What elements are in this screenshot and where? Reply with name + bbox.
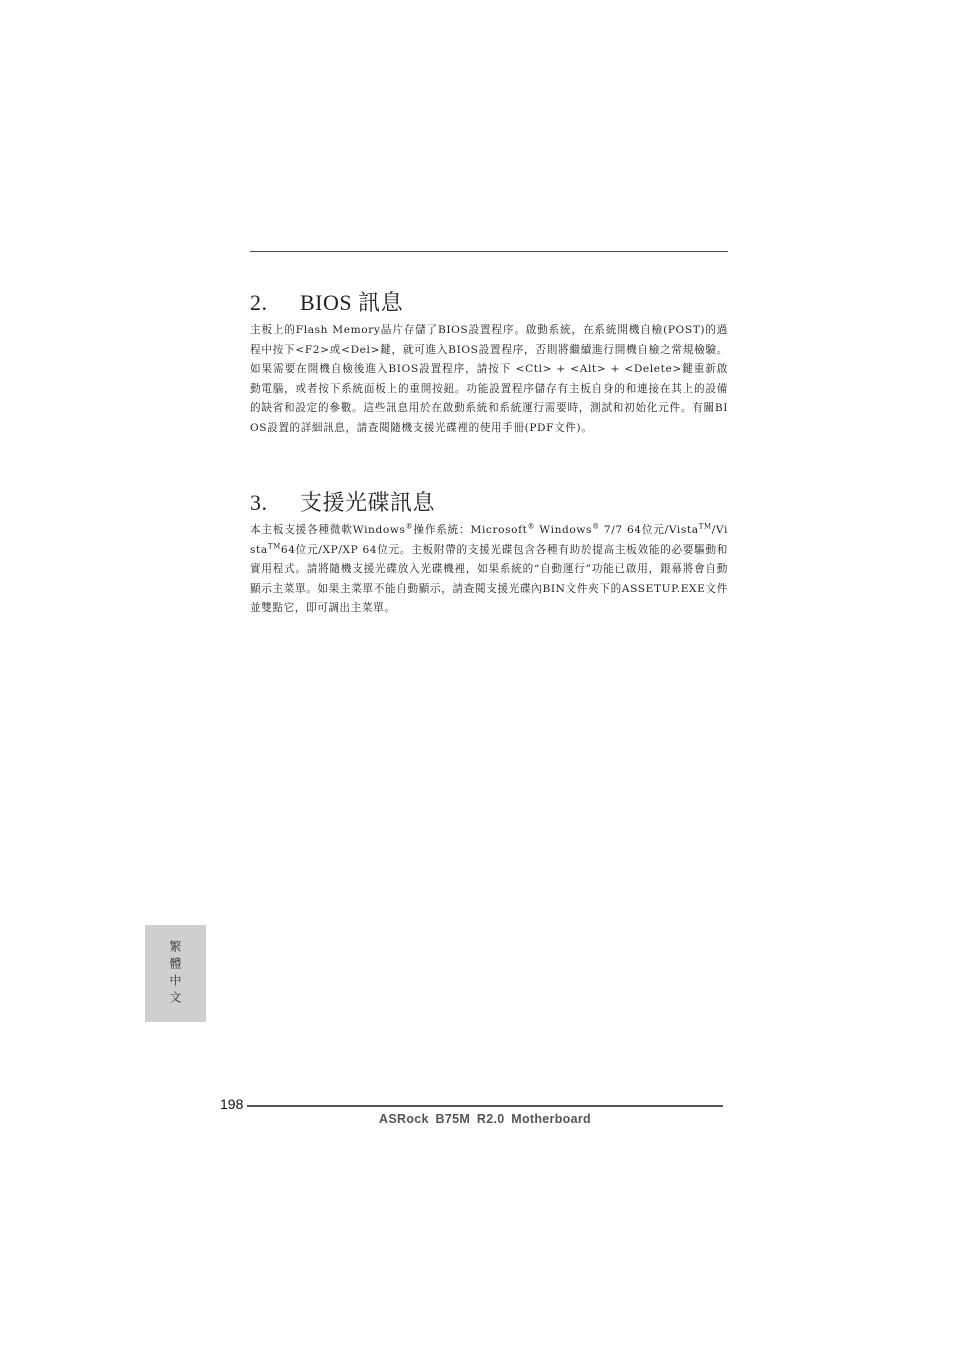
page-number: 198 xyxy=(220,1096,244,1112)
section-number: 2. xyxy=(250,290,268,315)
text-run: 64位元/XP/XP 64位元。主板附帶的支援光碟包含各種有助於提高主板效能的必要驅動和實用程式。請將隨機支援光碟放入光碟機裡，如果系統的“自動運行”功能已啟用，銀幕將會自動顯示主菜單。如果主菜單不能自動顯示，請查閱支援光碟內BIN文件夾下的ASSETUP.EXE文件並雙點它，即可調出主菜單。 xyxy=(250,543,728,614)
text-run: 本主板支援各種微軟Windows xyxy=(250,524,406,536)
section-heading-support-cd xyxy=(250,486,435,517)
footer-divider xyxy=(247,1105,723,1107)
section-number: 3. xyxy=(250,490,268,515)
trademark-mark: TM xyxy=(267,541,281,550)
bios-paragraph: 主板上的Flash Memory晶片存儲了BIOS設置程序。啟動系統，在系統開機自檢(POST)的過程中按下<F2>或<Del>鍵，就可進入BIOS設置程序，否則將繼續進行開機自檢之常規檢驗。如果需要在開機自檢後進入BIOS設置程序，請按下 <Ctl> + <Alt> + <Delete>鍵重新啟動電腦，或者按下系統面板上的重開按鈕。功能設置程序儲存有主板自身的和連接在其上的設備的缺省和設定的參數。這些訊息用於在啟動系統和系統運行需要時，測試和初始化元件。有關BIOS設置的詳細訊息，請查閱隨機支援光碟裡的使用手冊(PDF文件)。 xyxy=(250,324,728,434)
language-label: 繁體中文 xyxy=(168,939,182,1008)
section-title: BIOS 訊息 xyxy=(300,290,404,315)
registered-mark: ® xyxy=(592,522,600,531)
trademark-mark: TM xyxy=(698,522,712,531)
language-side-tab xyxy=(145,925,206,1022)
section-heading-bios xyxy=(250,286,403,317)
text-run: Windows xyxy=(535,524,593,536)
registered-mark: ® xyxy=(527,522,536,531)
text-run: 操作系統：Microsoft xyxy=(413,524,528,536)
footer-product-title: ASRock B75M R2.0 Motherboard xyxy=(379,1112,591,1126)
header-divider xyxy=(250,251,728,252)
section-title: 支援光碟訊息 xyxy=(300,490,436,515)
text-run: /Vista xyxy=(250,524,728,556)
registered-mark: ® xyxy=(405,522,414,531)
support-cd-paragraph xyxy=(250,521,728,619)
text-run: 7/7 64位元/Vista xyxy=(599,524,699,536)
